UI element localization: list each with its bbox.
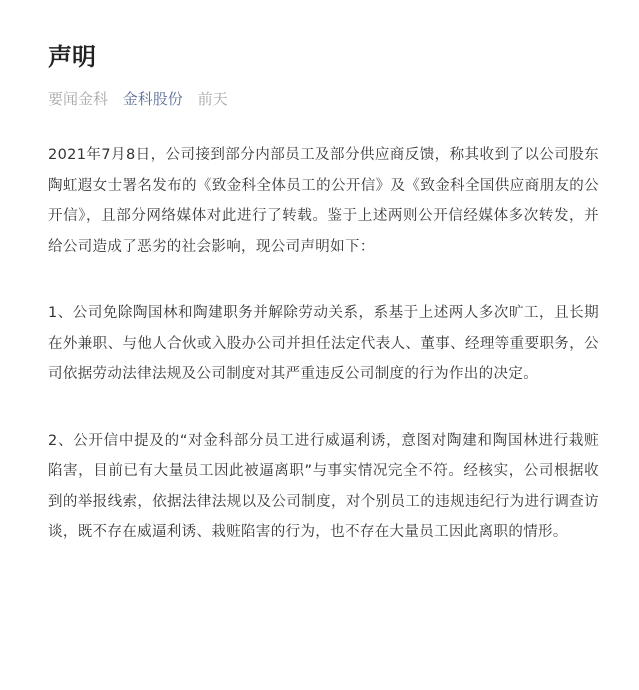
article-body <box>48 140 599 548</box>
article-title: 声明 <box>48 43 96 71</box>
article-paragraph: 1、公司免除陶国林和陶建职务并解除劳动关系，系基于上述两人多次旷工，且长期在外兼职、与他人合伙或入股办公司并担任法定代表人、董事、经理等重要职务，公司依据劳动法律法规及公司制度对其严重违反公司制度的行为作出的决定。 <box>48 305 599 382</box>
article-paragraph: 2、公开信中提及的“对金科部分员工进行威逼利诱，意图对陶建和陶国林进行栽赃陷害，目前已有大量员工因此被逼离职”与事实情况完全不符。经核实，公司根据收到的举报线索，依据法律法规以及公司制度，对个别员工的违规违纪行为进行调查访谈，既不存在威逼利诱、栽赃陷害的行为，也不存在大量员工因此离职的情形。 <box>48 432 599 540</box>
meta-time: 前天 <box>197 90 228 108</box>
article-meta <box>48 88 599 110</box>
meta-account-link[interactable]: 金科股份 <box>122 90 183 108</box>
article-paragraph: 2021年7月8日，公司接到部分内部员工及部分供应商反馈，称其收到了以公司股东陶虹遐女士署名发布的《致金科全体员工的公开信》及《致金科全国供应商朋友的公开信》，且部分网络媒体对此进行了转载。鉴于上述两则公开信经媒体多次转发，并给公司造成了恶劣的社会影响，现公司声明如下： <box>48 147 599 255</box>
meta-source: 要闻金科 <box>48 90 109 108</box>
